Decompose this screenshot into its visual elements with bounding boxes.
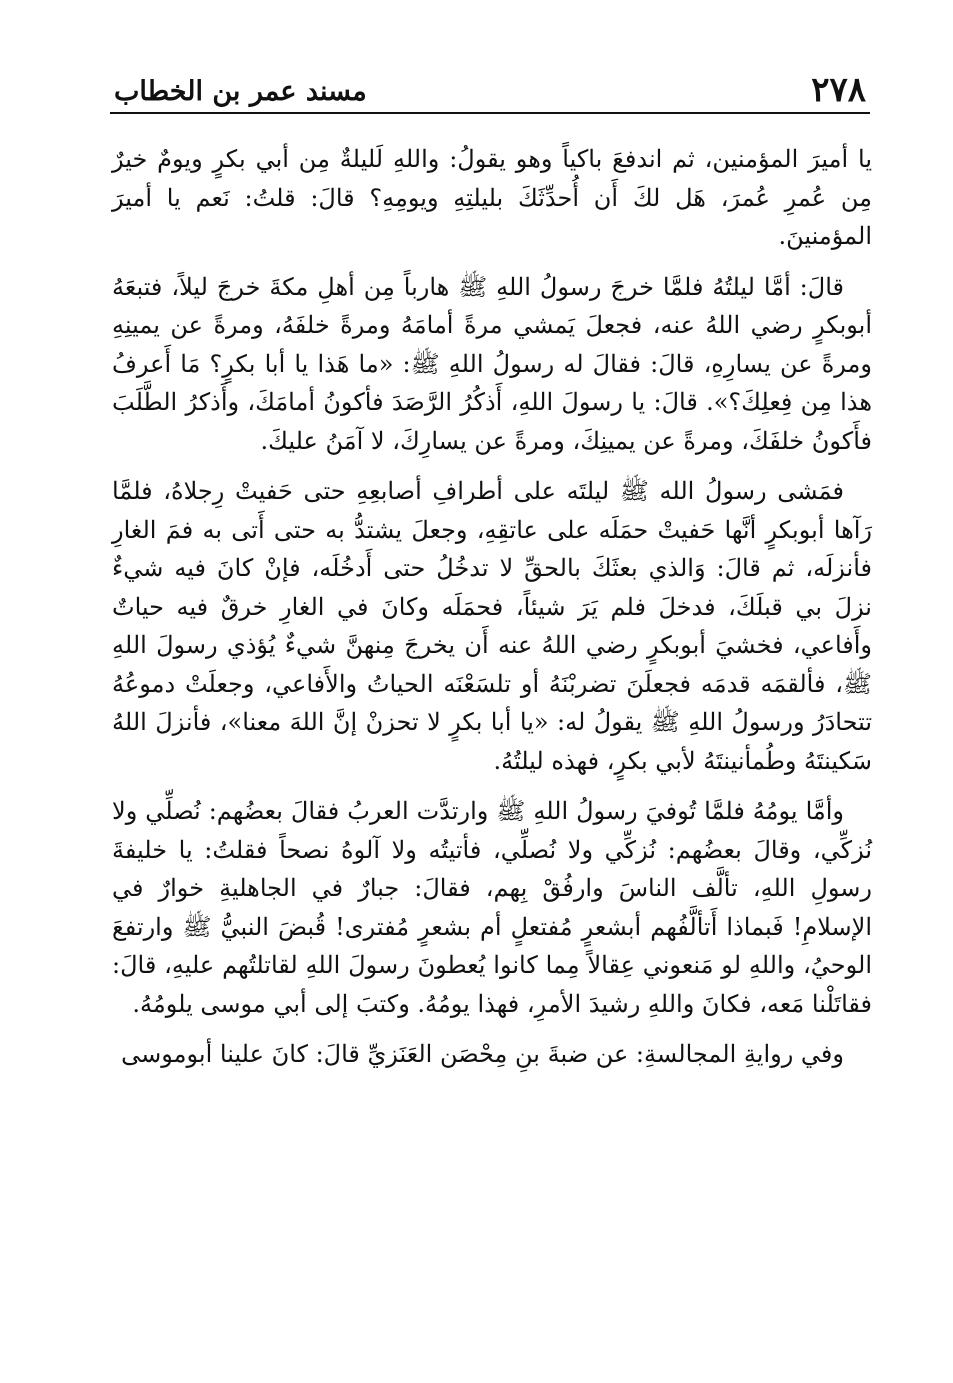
header-rule	[110, 112, 870, 114]
paragraph-3: فمَشى رسولُ الله ﷺ ليلتَه على أطرافِ أصابعِهِ حتى حَفيتْ رِجلاهُ، فلمَّا رَآها أبوبكرٍ أنَّها حَفيتْ حمَلَه على عاتقِهِ، وجعلَ يشتدُّ به حتى أَتى به فمَ الغارِ فأنزلَه، ثم قالَ: وَالذي بعثَكَ بالحقِّ لا تدخُلُ حتى أَدخُلَه، فإنْ كانَ فيه شيءٌ نزلَ بي قبلَكَ، فدخلَ فلم يَرَ شيئاً، فحمَلَه وكانَ في الغارِ خرقٌ فيه حياتٌ وأَفاعي، فخشيَ أبوبكرٍ رضي اللهُ عنه أَن يخرجَ مِنهنَّ شيءٌ يُؤذي رسولَ اللهِ ﷺ، فألقمَه قدمَه فجعلَنَ تضربْنَهُ أو تلسَعْنَه الحياتُ والأَفاعي، وجعلَتْ دموعُهُ تتحادَرُ ورسولُ اللهِ ﷺ يقولُ له: «يا أبا بكرٍ لا تحزنْ إنَّ اللهَ معنا»، فأنزلَ اللهُ سَكينتَهُ وطُمأنينتَهُ لأبي بكرٍ، فهذه ليلتُهُ.	[112, 477, 872, 775]
paragraph-1: يا أميرَ المؤمنين، ثم اندفعَ باكياً وهو يقولُ: واللهِ لَليلةٌ مِن أبي بكرٍ ويومٌ خيرٌ مِن عُمرِ عُمرَ، هَل لكَ أَن أُحدِّثَكَ بليلتِهِ ويومِهِ؟ قالَ: قلتُ: نَعم يا أميرَ المؤمنينَ.	[112, 145, 872, 250]
page-header	[110, 70, 870, 114]
page-body	[112, 140, 872, 1086]
page-number: ٢٧٨	[811, 70, 866, 110]
paragraph-2: قالَ: أمَّا ليلتُهُ فلمَّا خرجَ رسولُ اللهِ ﷺ هارباً مِن أهلِ مكةَ خرجَ ليلاً، فتبعَهُ أبوبكرٍ رضي اللهُ عنه، فجعلَ يَمشي مرةً أمامَهُ ومرةً خلفَهُ، ومرةً عن يمينِهِ ومرةً عن يسارِهِ، قالَ: فقالَ له رسولُ اللهِ ﷺ: «ما هَذا يا أبا بكرٍ؟ مَا أَعرفُ هذا مِن فِعلِكَ؟». قالَ: يا رسولَ اللهِ، أَذكُرُ الرَّصَدَ فأكونُ أمامَكَ، وأَذكرُ الطَّلَبَ فأَكونُ خلفَكَ، ومرةً عن يمينِكَ، ومرةً عن يسارِكَ، لا آمَنُ عليكَ.	[112, 272, 872, 455]
paragraph-5: وفي روايةِ المجالسةِ: عن ضبةَ بنِ مِحْصَن العَنَزيِّ قالَ: كانَ علينا أبوموسى	[121, 1040, 844, 1068]
paragraph-4: وأمَّا يومُهُ فلمَّا تُوفيَ رسولُ اللهِ ﷺ وارتدَّت العربُ فقالَ بعضُهم: نُصلِّي ولا نُزكِّي، وقالَ بعضُهم: نُزكِّي ولا نُصلِّي، فأتيتُه ولا آلوهُ نصحاً فقلتُ: يا خليفةَ رسولِ اللهِ، تألَّف الناسَ وارفُقْ بِهم، فقالَ: جبارٌ في الجاهليةِ خوارٌ في الإسلامِ! فَبماذا أَتألَّفُهم أبشعرٍ مُفتعلٍ أم بشعرٍ مُفترى! قُبضَ النبيُّ ﷺ وارتفعَ الوحيُ، واللهِ لو مَنعوني عِقالاً مِما كانوا يُعطونَ رسولَ اللهِ لقاتلتُهم عليهِ، قالَ: فقاتَلْنا مَعه، فكانَ واللهِ رشيدَ الأمرِ، فهذا يومُهُ. وكتبَ إلى أبي موسى يلومُهُ.	[112, 797, 873, 1018]
running-title: مسند عمر بن الخطاب	[114, 76, 367, 107]
